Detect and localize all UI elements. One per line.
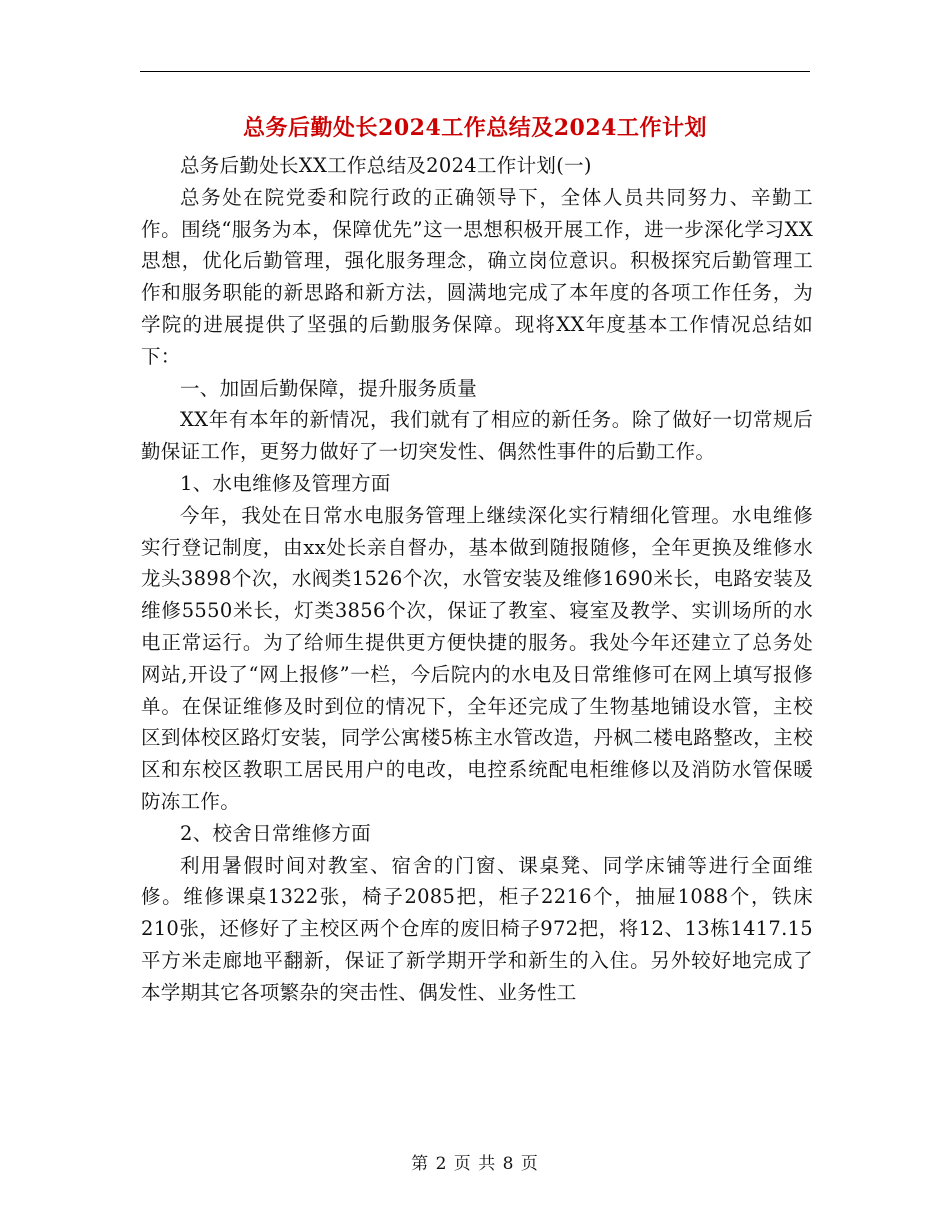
subsection-heading: 1、水电维修及管理方面 <box>180 471 391 495</box>
subsection-heading: 2、校舍日常维修方面 <box>180 821 371 845</box>
document-body <box>141 150 813 1009</box>
section-heading: 一、加固后勤保障，提升服务质量 <box>180 376 478 400</box>
section-heading: 总务后勤处长XX工作总结及2024工作计划(一) <box>180 154 592 177</box>
body-paragraph: 总务处在院党委和院行政的正确领导下，全体人员共同努力、辛勤工作。围绕“服务为本，保障优先”这一思想积极开展工作，进一步深化学习XX思想，优化后勤管理，强化服务理念，确立岗位意识。积极探究后勤管理工作和服务职能的新思路和新方法，圆满地完成了本年度的各项工作任务，为学院的进展提供了坚强的后勤服务保障。现将XX年度基本工作情况总结如下： <box>141 185 813 368</box>
document-title: 总务后勤处长2024工作总结及2024工作计划 <box>243 115 707 141</box>
page-number: 第 2 页 共 8 页 <box>411 1154 539 1174</box>
body-paragraph: 利用暑假时间对教室、宿舍的门窗、课桌凳、同学床铺等进行全面维修。维修课桌1322张，椅子2085把，柜子2216个，抽屉1088个，铁床210张，还修好了主校区两个仓库的废旧椅子972把，将12、13栋1417.15平方米走廊地平翻新，保证了新学期开学和新生的入住。另外较好地完成了本学期其它各项繁杂的突击性、偶发性、业务性工 <box>141 853 813 1004</box>
body-paragraph: 今年，我处在日常水电服务管理上继续深化实行精细化管理。水电维修实行登记制度，由xx处长亲自督办，基本做到随报随修，全年更换及维修水龙头3898个次，水阀类1526个次，水管安装及维修1690米长，电路安装及维修5550米长，灯类3856个次，保证了教室、寝室及教学、实训场所的水电正常运行。为了给师生提供更方便快捷的服务。我处今年还建立了总务处网站,开设了“网上报修”一栏，今后院内的水电及日常维修可在网上填写报修单。在保证维修及时到位的情况下，全年还完成了生物基地铺设水管，主校区到体校区路灯安装，同学公寓楼5栋主水管改造，丹枫二楼电路整改，主校区和东校区教职工居民用户的电改，电控系统配电柜维修以及消防水管保暖防冻工作。 <box>141 503 813 813</box>
body-paragraph: XX年有本年的新情况，我们就有了相应的新任务。除了做好一切常规后勤保证工作，更努力做好了一切突发性、偶然性事件的后勤工作。 <box>141 408 813 464</box>
header-rule <box>140 71 810 72</box>
